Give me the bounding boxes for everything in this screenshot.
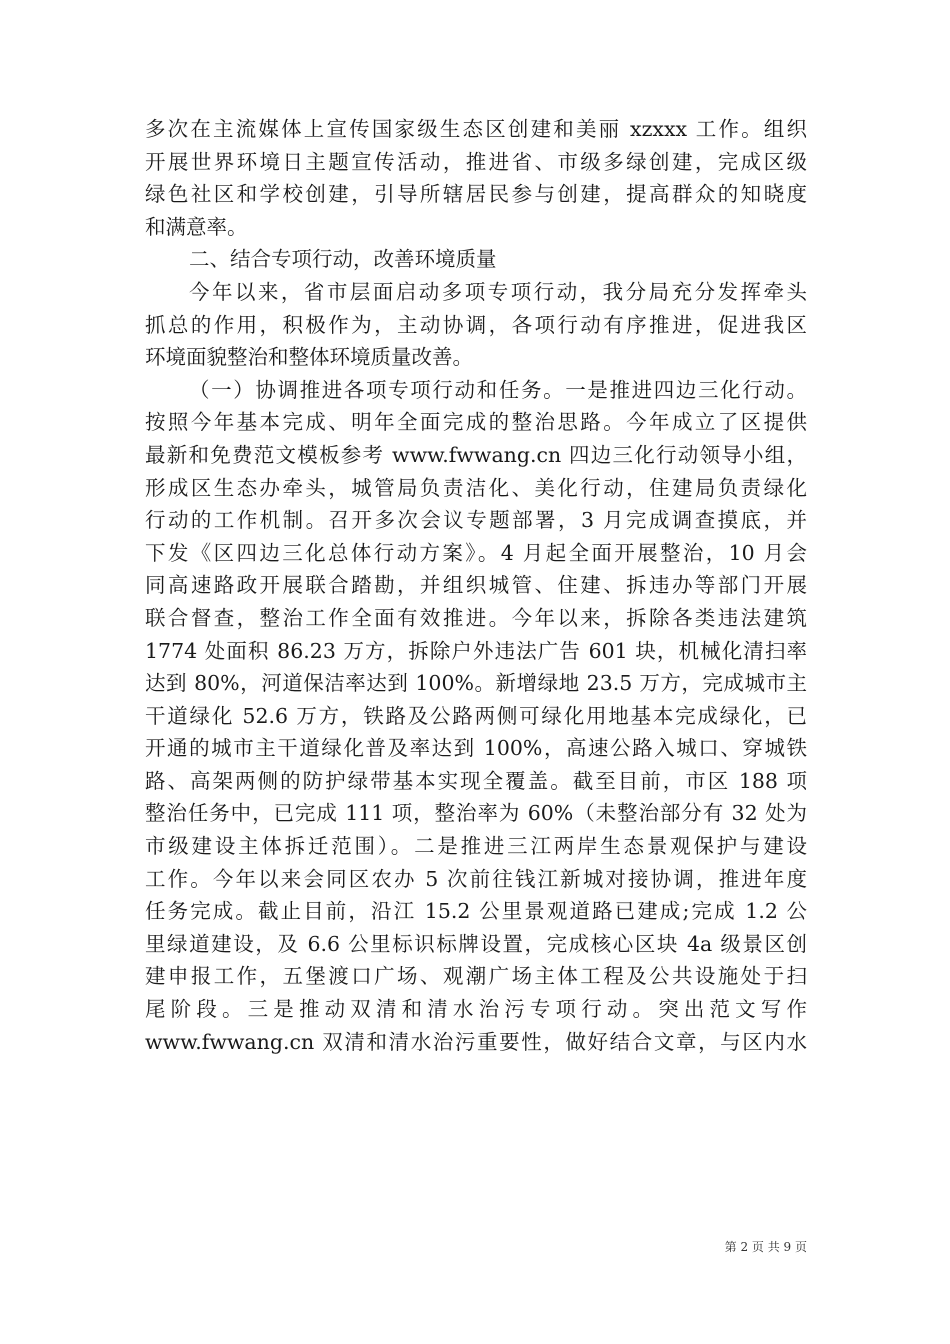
text-line: 达到 80%，河道保洁率达到 100%。新增绿地 23.5 万方，完成城市主 [145,671,807,696]
text-line: 二、结合专项行动，改善环境质量 [189,247,497,272]
page-number: 第 2 页 共 9 页 [724,1240,807,1254]
text-line: 干道绿化 52.6 万方，铁路及公路两侧可绿化用地基本完成绿化，已 [145,703,807,728]
text-line: 联合督查，整治工作全面有效推进。今年以来，拆除各类违法建筑 [145,605,807,630]
text-line: 开通的城市主干道绿化普及率达到 100%，高速公路入城口、穿城铁 [145,736,807,761]
text-line: 按照今年基本完成、明年全面完成的整治思路。今年成立了区提供 [145,410,807,435]
text-line: 开展世界环境日主题宣传活动，推进省、市级多绿创建，完成区级 [145,149,807,174]
text-line: 和满意率。 [145,214,248,239]
document-body [145,113,807,1058]
text-line: www.fwwang.cn 双清和清水治污重要性，做好结合文章，与区内水 [145,1029,807,1054]
text-line: 路、高架两侧的防护绿带基本实现全覆盖。截至目前，市区 188 项 [145,768,807,793]
text-line: 同高速路政开展联合踏勘，并组织城管、住建、拆违办等部门开展 [145,573,807,598]
text-line: 多次在主流媒体上宣传国家级生态区创建和美丽 xzxxx 工作。组织 [145,117,807,141]
text-line: 绿色社区和学校创建，引导所辖居民参与创建，提高群众的知晓度 [145,182,807,207]
text-line: 尾阶段。三是推动双清和清水治污专项行动。突出范文写作 [145,997,807,1022]
text-line: 行动的工作机制。召开多次会议专题部署，3 月完成调查摸底，并 [145,508,807,533]
text-line: 环境面貌整治和整体环境质量改善。 [145,345,473,370]
text-line: 1774 处面积 86.23 万方，拆除户外违法广告 601 块，机械化清扫率 [145,638,807,663]
text-line: 整治任务中，已完成 111 项，整治率为 60%（未整治部分有 32 处为 [145,801,807,826]
text-line: 任务完成。截止目前，沿江 15.2 公里景观道路已建成;完成 1.2 公 [145,899,807,924]
text-line: 下发《区四边三化总体行动方案》。4 月起全面开展整治，10 月会 [145,540,807,565]
text-line: 市级建设主体拆迁范围）。二是推进三江两岸生态景观保护与建设 [145,834,807,859]
text-line: 里绿道建设，及 6.6 公里标识标牌设置，完成核心区块 4a 级景区创 [145,931,807,956]
text-line: 今年以来，省市层面启动多项专项行动，我分局充分发挥牵头 [189,279,807,304]
text-line: 最新和免费范文模板参考 www.fwwang.cn 四边三化行动领导小组， [145,442,807,467]
text-line: （一）协调推进各项专项行动和任务。一是推进四边三化行动。 [189,377,807,402]
text-line: 工作。今年以来会同区农办 5 次前往钱江新城对接协调，推进年度 [145,866,807,891]
text-line: 建申报工作，五堡渡口广场、观潮广场主体工程及公共设施处于扫 [145,964,807,989]
text-line: 形成区生态办牵头，城管局负责洁化、美化行动，住建局负责绿化 [145,475,807,500]
text-line: 抓总的作用，积极作为，主动协调，各项行动有序推进，促进我区 [145,312,807,337]
